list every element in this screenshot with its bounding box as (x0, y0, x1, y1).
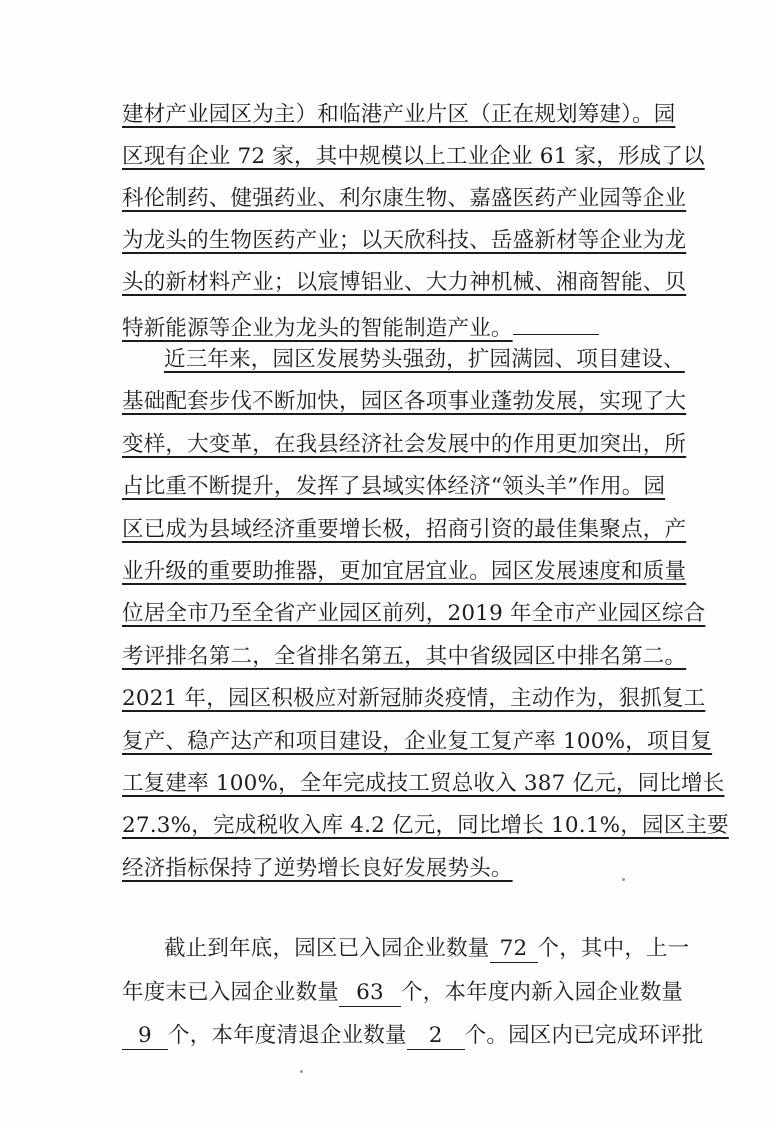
para1-line-6: 特新能源等企业为龙头的智能制造产业。 (122, 310, 678, 344)
para1-line-2: 区现有企业 72 家，其中规模以上工业企业 61 家，形成了以 (122, 144, 705, 169)
para2-line-5: 区已成为县域经济重要增长极，招商引资的最佳集聚点，产 (122, 516, 687, 542)
para1-line-4: 为龙头的生物医药产业；以天欣科技、岳盛新材等企业为龙 (122, 228, 687, 253)
para2-line-10: 复产、稳产达产和项目建设，企业复工复产率 100%，项目复 (122, 728, 713, 754)
para2-line-4: 占比重不断提升，发挥了县域实体经济“领头羊”作用。园 (122, 474, 666, 500)
para2-line-3: 变样，大变革，在我县经济社会发展中的作用更加突出，所 (122, 431, 687, 457)
prev-year-count-field[interactable]: 63 (339, 980, 401, 1007)
para2-line-9: 2021 年，园区积极应对新冠肺炎疫情，主动作为，狠抓复工 (122, 686, 706, 712)
new-count-field[interactable]: 9 (122, 1023, 168, 1050)
scan-speck (622, 878, 625, 881)
para1-line-5: 头的新材料产业；以宸博铝业、大力神机械、湘商智能、贝 (122, 270, 687, 295)
para2-line-11: 工复建率 100%，全年完成技工贸总收入 387 亿元，同比增长 (122, 771, 725, 796)
para3-line-3: 9 个，本年度清退企业数量 2 个。园区内已完成环评批 (122, 1021, 678, 1051)
para2-line-1: 近三年来，园区发展势头强劲，扩园满园、项目建设、 (164, 347, 685, 372)
para3-line-1: 截止到年底，园区已入园企业数量 72 个，其中，上一 (164, 936, 690, 961)
para2-line-13: 经济指标保持了逆势增长良好发展势头。 (122, 855, 513, 881)
scan-speck (300, 1070, 303, 1073)
entered-count-field[interactable]: 72 (490, 936, 538, 963)
trailing-underline (513, 310, 599, 335)
para2-line-8: 考评排名第二，全省排名第五，其中省级园区中排名第二。 (122, 643, 687, 669)
para2-line-2: 基础配套步伐不断加快，园区各项事业蓬勃发展，实现了大 (122, 389, 687, 415)
para1-line-1: 建材产业园区为主）和临港产业片区（正在规划筹建）。园 (122, 102, 676, 127)
para2-line-6: 业升级的重要助推器，更加宜居宜业。园区发展速度和质量 (122, 559, 687, 584)
para3-line-2: 年度末已入园企业数量 63 个，本年度内新入园企业数量 (122, 980, 684, 1005)
para1-line-3: 科伦制药、健强药业、利尔康生物、嘉盛医药产业园等企业 (122, 186, 687, 211)
para2-line-7: 位居全市乃至全省产业园区前列，2019 年全市产业园区综合 (122, 601, 706, 627)
para2-line-12: 27.3%，完成税收入库 4.2 亿元，同比增长 10.1%，园区主要 (122, 813, 729, 839)
exit-count-field[interactable]: 2 (407, 1023, 465, 1050)
